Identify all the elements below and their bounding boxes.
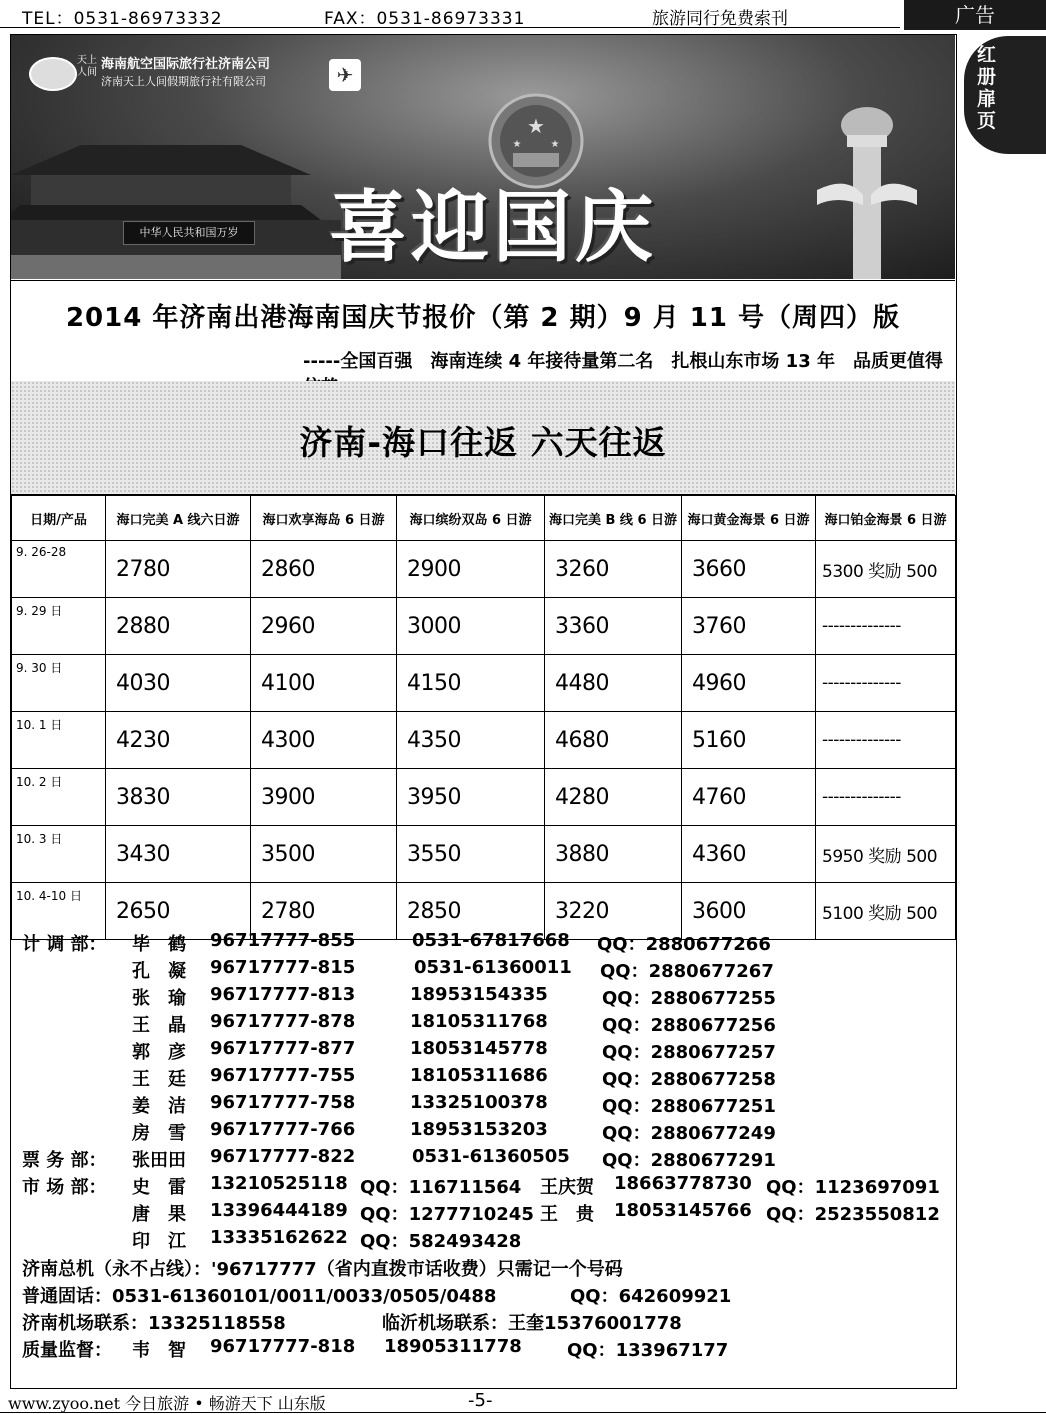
table-row xyxy=(12,712,956,769)
route-title: 济南-海口往返 六天往返 xyxy=(299,423,667,462)
page-number: -5- xyxy=(468,1390,493,1411)
price-cell: 4960 xyxy=(682,655,816,712)
price-title: 2014 年济南出港海南国庆节报价（第 2 期）9 月 11 号（周四）版 xyxy=(65,303,901,333)
col-header: 海口黄金海景 6 日游 xyxy=(682,496,816,541)
price-cell: 2780 xyxy=(106,541,251,598)
price-cell: 3260 xyxy=(545,541,682,598)
price-cell: 2650 xyxy=(106,883,251,940)
date-cell: 10. 3 日 xyxy=(12,826,106,883)
price-cell: 3880 xyxy=(545,826,682,883)
price-cell: 4300 xyxy=(251,712,397,769)
contact-ext: 96717777-758 xyxy=(210,1092,356,1113)
contact-name: 张 瑜 xyxy=(132,988,186,1009)
contact-phone: 0531-61360011 xyxy=(414,957,572,978)
contact-name: 毕 鹤 xyxy=(132,934,186,955)
contact-name: 郭 彦 xyxy=(132,1042,186,1063)
table-row xyxy=(12,769,956,826)
contact-name: 王 廷 xyxy=(132,1069,186,1090)
contact-name: 韦 智 xyxy=(132,1340,186,1361)
swallow-logo-icon: ✈ xyxy=(329,59,361,91)
table-row xyxy=(12,826,956,883)
gate-sign: 中华人民共和国万岁 xyxy=(123,221,255,245)
fax-number: FAX：0531-86973331 xyxy=(324,9,526,29)
dispatch-label: 计 调 部： xyxy=(22,934,107,955)
price-cell: 4680 xyxy=(545,712,682,769)
price-cell: 3830 xyxy=(106,769,251,826)
contact-phone: 18105311768 xyxy=(410,1011,548,1032)
contact-phone: 13335162622 xyxy=(210,1227,348,1248)
company-logo xyxy=(29,53,359,97)
price-cell: 3000 xyxy=(397,598,545,655)
price-cell: 3360 xyxy=(545,598,682,655)
contact-ext: 96717777-878 xyxy=(210,1011,356,1032)
slogan: -----全国百强 海南连续 4 年接待量第二名 扎根山东市场 13 年 品质更值得 xyxy=(303,351,943,372)
price-cell: 2780 xyxy=(251,883,397,940)
contact-qq: QQ：582493428 xyxy=(360,1231,522,1252)
contact-phone: 18053145778 xyxy=(410,1038,548,1059)
price-cell: 3660 xyxy=(682,541,816,598)
contact-ext: 96717777-818 xyxy=(210,1336,356,1357)
contact-name: 印 江 xyxy=(132,1231,186,1252)
contact-phone: 13210525118 xyxy=(210,1173,348,1194)
ad-tag: 广告 xyxy=(904,0,1046,30)
price-cell: 4100 xyxy=(251,655,397,712)
contact-phone: 18663778730 xyxy=(614,1173,752,1194)
contact-qq: QQ：2880677255 xyxy=(602,988,776,1009)
tel-number: TEL：0531-86973332 xyxy=(22,9,223,29)
price-cell: 4360 xyxy=(682,826,816,883)
ticket-label: 票 务 部： xyxy=(22,1150,107,1171)
contact-qq: QQ：1123697091 xyxy=(766,1177,940,1198)
price-cell: 3430 xyxy=(106,826,251,883)
route-banner xyxy=(11,381,955,495)
price-cell: -------------- xyxy=(816,769,956,826)
contact-name: 孔 凝 xyxy=(132,961,186,982)
market-label: 市 场 部： xyxy=(22,1177,107,1198)
contact-name: 王庆贺 xyxy=(540,1177,594,1198)
free-copy-note: 旅游同行免费索刊 xyxy=(652,9,788,29)
qa-label: 质量监督： xyxy=(22,1340,112,1361)
price-cell: 2860 xyxy=(251,541,397,598)
price-cell: 4150 xyxy=(397,655,545,712)
table-row xyxy=(12,655,956,712)
contact-ext: 96717777-822 xyxy=(210,1146,356,1167)
contact-qq: QQ：2880677251 xyxy=(602,1096,776,1117)
price-cell: 3900 xyxy=(251,769,397,826)
airport-contact: 济南机场联系：13325118558 xyxy=(22,1313,286,1334)
date-cell: 9. 30 日 xyxy=(12,655,106,712)
price-cell: 4280 xyxy=(545,769,682,826)
price-cell: 5100 奖励 500 xyxy=(816,883,956,940)
price-cell: -------------- xyxy=(816,655,956,712)
contact-qq: QQ：1277710245 xyxy=(360,1204,534,1225)
price-cell: 2900 xyxy=(397,541,545,598)
contact-phone: 0531-67817668 xyxy=(412,930,570,951)
table-header-row xyxy=(12,496,956,541)
contact-ext: 96717777-877 xyxy=(210,1038,356,1059)
top-rule xyxy=(0,27,900,28)
price-cell: 3950 xyxy=(397,769,545,826)
price-cell: 4350 xyxy=(397,712,545,769)
contact-name: 姜 洁 xyxy=(132,1096,186,1117)
airline-logo-icon xyxy=(29,57,77,91)
price-cell: 2960 xyxy=(251,598,397,655)
price-cell: 4030 xyxy=(106,655,251,712)
contact-qq: QQ：2880677291 xyxy=(602,1150,776,1171)
contact-ext: 96717777-815 xyxy=(210,957,356,978)
contact-qq: QQ：2880677267 xyxy=(600,961,774,982)
price-cell: 3500 xyxy=(251,826,397,883)
price-cell: 5300 奖励 500 xyxy=(816,541,956,598)
price-cell: 3760 xyxy=(682,598,816,655)
side-tab xyxy=(964,36,1046,154)
contact-name: 唐 果 xyxy=(132,1204,186,1225)
header xyxy=(11,280,955,382)
contact-qq: QQ：2880677249 xyxy=(602,1123,776,1144)
svg-text:★: ★ xyxy=(527,114,545,138)
linyi-airport-contact: 临沂机场联系：王奎15376001778 xyxy=(382,1313,682,1334)
company-name: 海南航空国际旅行社济南公司 xyxy=(101,57,271,72)
contact-name: 史 雷 xyxy=(132,1177,186,1198)
contact-phone: 13396444189 xyxy=(210,1200,348,1221)
landline: 普通固话：0531-61360101/0011/0033/0505/0488 xyxy=(22,1286,497,1307)
date-cell: 10. 4-10 日 xyxy=(12,883,106,940)
col-header: 海口铂金海景 6 日游 xyxy=(816,496,956,541)
contact-qq: QQ：2523550812 xyxy=(766,1204,940,1225)
price-cell: 2880 xyxy=(106,598,251,655)
contact-qq: QQ：2880677256 xyxy=(602,1015,776,1036)
price-cell: 5160 xyxy=(682,712,816,769)
price-cell: 5950 奖励 500 xyxy=(816,826,956,883)
contact-ext: 96717777-755 xyxy=(210,1065,356,1086)
contact-phone: 18105311686 xyxy=(410,1065,548,1086)
contact-phone: 18053145766 xyxy=(614,1200,752,1221)
contact-phone: 18905311778 xyxy=(384,1336,522,1357)
contact-qq: QQ：133967177 xyxy=(567,1340,729,1361)
contact-ext: 96717777-766 xyxy=(210,1119,356,1140)
landline-qq: QQ：642609921 xyxy=(570,1286,732,1307)
tiananmen-gate-icon xyxy=(11,135,341,279)
date-cell: 9. 29 日 xyxy=(12,598,106,655)
table-row xyxy=(12,541,956,598)
price-cell: 3220 xyxy=(545,883,682,940)
col-header: 海口欢享海岛 6 日游 xyxy=(251,496,397,541)
contact-qq: QQ：2880677257 xyxy=(602,1042,776,1063)
side-tab-label: 红册扉页 xyxy=(977,44,997,132)
contact-name: 王 晶 xyxy=(132,1015,186,1036)
svg-text:★: ★ xyxy=(550,139,560,150)
svg-text:★: ★ xyxy=(512,139,522,150)
col-header: 海口完美 B 线 6 日游 xyxy=(545,496,682,541)
huabiao-pillar-icon xyxy=(807,95,927,279)
contact-name: 房 雪 xyxy=(132,1123,186,1144)
contact-ext: 96717777-855 xyxy=(210,930,356,951)
price-table xyxy=(11,495,956,940)
contact-ext: 96717777-813 xyxy=(210,984,356,1005)
footer xyxy=(0,1390,1046,1413)
banner-headline: 喜迎国庆 xyxy=(329,182,658,273)
top-bar xyxy=(0,0,1046,30)
main-line: 济南总机（永不占线）：'96717777（省内直拨市话收费）只需记一个号码 xyxy=(22,1259,623,1280)
table-row xyxy=(12,598,956,655)
price-cell: 4760 xyxy=(682,769,816,826)
banner xyxy=(11,35,955,279)
contact-phone: 0531-61360505 xyxy=(412,1146,570,1167)
contact-name: 张田田 xyxy=(132,1150,186,1171)
contact-qq: QQ：116711564 xyxy=(360,1177,522,1198)
logo-mark: 天上人间 xyxy=(77,55,97,78)
date-cell: 10. 1 日 xyxy=(12,712,106,769)
contact-name: 王 贵 xyxy=(540,1204,594,1225)
col-header: 日期/产品 xyxy=(12,496,106,541)
contact-phone: 13325100378 xyxy=(410,1092,548,1113)
price-cell: 3600 xyxy=(682,883,816,940)
price-cell: 4480 xyxy=(545,655,682,712)
price-cell: 4230 xyxy=(106,712,251,769)
price-cell: 3550 xyxy=(397,826,545,883)
price-cell: -------------- xyxy=(816,712,956,769)
contact-phone: 18953154335 xyxy=(410,984,548,1005)
date-cell: 9. 26-28 xyxy=(12,541,106,598)
date-cell: 10. 2 日 xyxy=(12,769,106,826)
price-cell: -------------- xyxy=(816,598,956,655)
contact-phone: 18953153203 xyxy=(410,1119,548,1140)
col-header: 海口缤纷双岛 6 日游 xyxy=(397,496,545,541)
contact-qq: QQ：2880677266 xyxy=(597,934,771,955)
col-header: 海口完美 A 线六日游 xyxy=(106,496,251,541)
price-cell: 2850 xyxy=(397,883,545,940)
company-subname: 济南天上人间假期旅行社有限公司 xyxy=(101,75,266,88)
footer-site: www.zyoo.net 今日旅游 • 畅游天下 山东版 xyxy=(8,1394,326,1413)
contact-qq: QQ：2880677258 xyxy=(602,1069,776,1090)
